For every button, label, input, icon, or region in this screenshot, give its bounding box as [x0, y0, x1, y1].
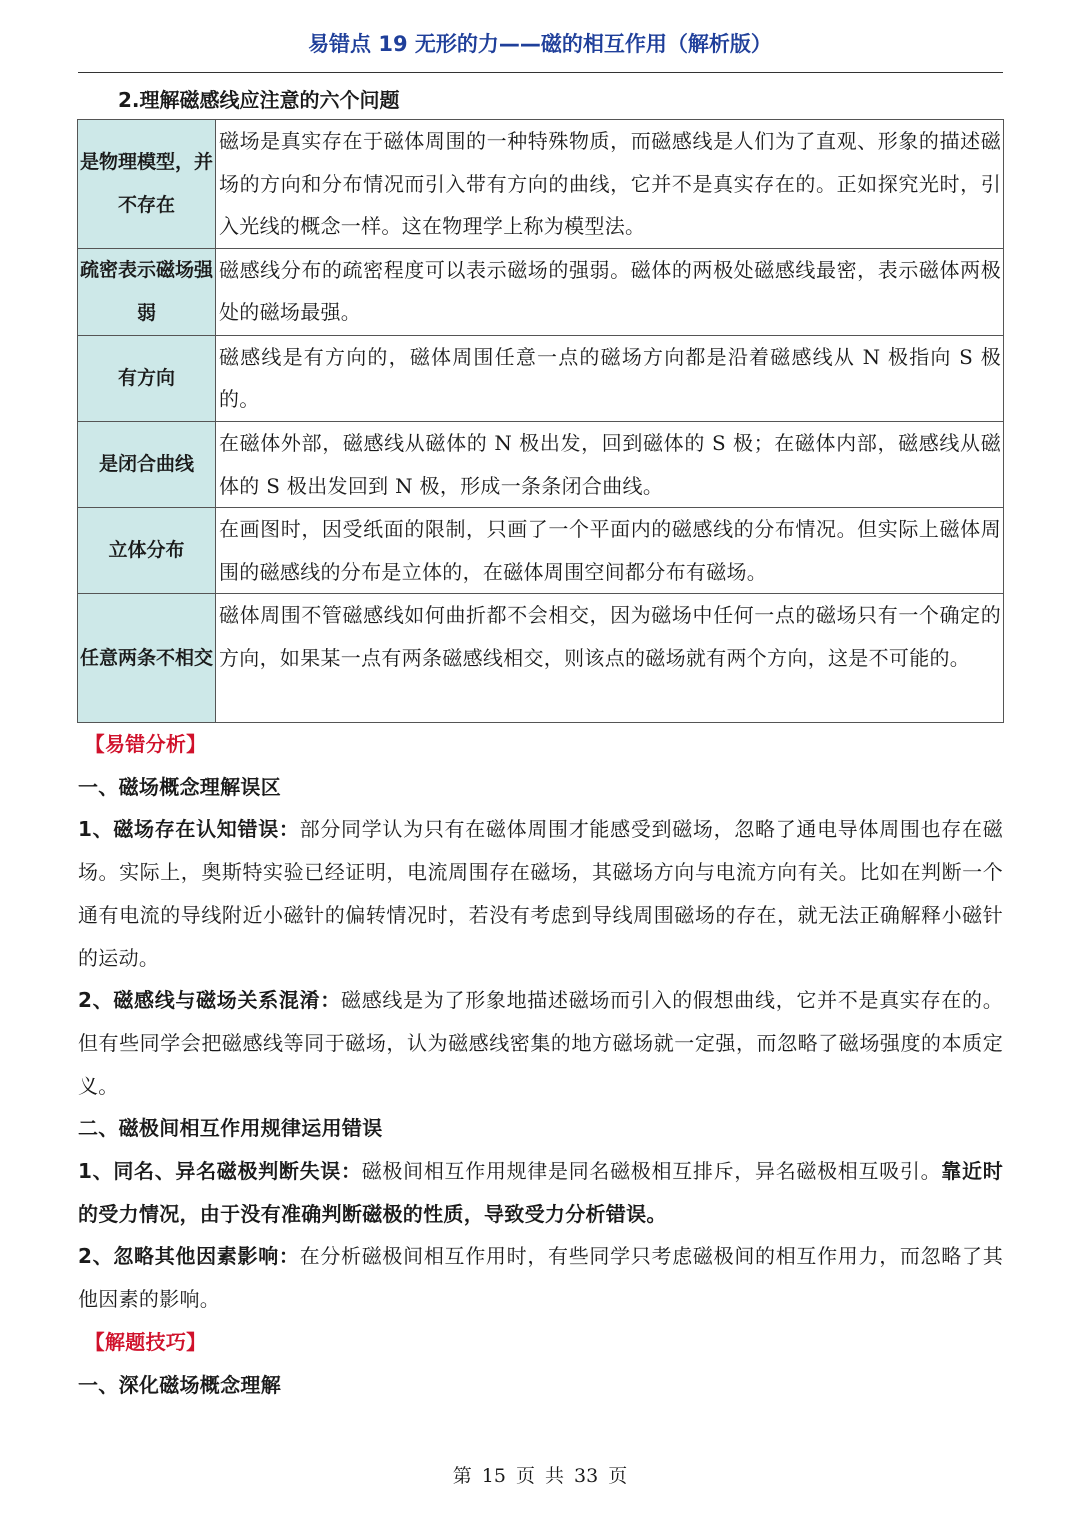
section-title: 2.理解磁感线应注意的六个问题 — [118, 88, 400, 112]
header-divider — [78, 72, 1003, 73]
table-row — [78, 248, 1004, 335]
table-row — [78, 594, 1004, 723]
item-lead: 1、磁场存在认知错误： — [78, 817, 300, 842]
page-header-title: 易错点 19 无形的力——磁的相互作用（解析版） — [308, 32, 772, 56]
table-row — [78, 508, 1004, 594]
row-key: 疏密表示磁场强弱 — [78, 248, 216, 335]
analysis-item-3 — [78, 1150, 1003, 1235]
row-key: 有方向 — [78, 335, 216, 421]
row-key: 是物理模型，并不存在 — [78, 120, 216, 249]
item-lead: 1、同名、异名磁极判断失误： — [78, 1159, 362, 1184]
analysis-item-4 — [78, 1235, 1003, 1320]
analysis-part2-heading: 二、磁极间相互作用规律运用错误 — [78, 1116, 383, 1141]
row-text: 在磁体外部，磁感线从磁体的 N 极出发，回到磁体的 S 极；在磁体内部，磁感线从磁体的 S 极出发回到 N 极，形成一条条闭合曲线。 — [216, 421, 1004, 507]
row-text: 在画图时，因受纸面的限制，只画了一个平面内的磁感线的分布情况。但实际上磁体周围的磁感线的分布是立体的，在磁体周围空间都分布有磁场。 — [216, 508, 1004, 594]
magnetic-field-lines-table — [77, 119, 1004, 723]
item-lead: 2、磁感线与磁场关系混淆： — [78, 988, 342, 1013]
table-row — [78, 120, 1004, 249]
item-text: 磁感线是为了形象地描述磁场而引入的假想曲线，它并不是真实存在的。但有些同学会把磁感线等同于磁场，认为磁感线密集的地方磁场就一定强，而忽略了磁场强度的本质定义。 — [78, 988, 1003, 1098]
analysis-body — [78, 723, 1003, 1406]
table-row — [78, 421, 1004, 507]
item-bold-text: 靠近时的受力情况，由于没有准确判断磁极的性质，导致受力分析错误。 — [78, 1159, 1003, 1226]
table-row — [78, 335, 1004, 421]
tips-part1-heading: 一、深化磁场概念理解 — [78, 1372, 281, 1397]
page-footer: 第 15 页 共 33 页 — [452, 1465, 628, 1487]
row-key: 立体分布 — [78, 508, 216, 594]
item-lead: 2、忽略其他因素影响： — [78, 1244, 300, 1269]
row-key: 任意两条不相交 — [78, 594, 216, 723]
row-text: 磁感线分布的疏密程度可以表示磁场的强弱。磁体的两极处磁感线最密，表示磁体两极处的磁场最强。 — [216, 248, 1004, 335]
row-text: 磁场是真实存在于磁体周围的一种特殊物质，而磁感线是人们为了直观、形象的描述磁场的方向和分布情况而引入带有方向的曲线，它并不是真实存在的。正如探究光时，引入光线的概念一样。这在物理学上称为模型法。 — [216, 120, 1004, 249]
analysis-part1-heading: 一、磁场概念理解误区 — [78, 774, 281, 799]
row-text: 磁感线是有方向的，磁体周围任意一点的磁场方向都是沿着磁感线从 N 极指向 S 极的。 — [216, 335, 1004, 421]
analysis-tag: 【易错分析】 — [84, 732, 207, 756]
tips-tag: 【解题技巧】 — [84, 1329, 207, 1354]
item-text: 在分析磁极间相互作用时，有些同学只考虑磁极间的相互作用力，而忽略了其他因素的影响。 — [78, 1244, 1004, 1312]
analysis-item-2 — [78, 979, 1003, 1107]
item-text: 磁极间相互作用规律是同名磁极相互排斥，异名磁极相互吸引。 — [361, 1159, 942, 1184]
analysis-item-1 — [78, 808, 1003, 979]
row-text: 磁体周围不管磁感线如何曲折都不会相交，因为磁场中任何一点的磁场只有一个确定的方向，如果某一点有两条磁感线相交，则该点的磁场就有两个方向，这是不可能的。 — [216, 594, 1004, 723]
row-key: 是闭合曲线 — [78, 421, 216, 507]
item-text: 部分同学认为只有在磁体周围才能感受到磁场，忽略了通电导体周围也存在磁场。实际上，奥斯特实验已经证明，电流周围存在磁场，其磁场方向与电流方向有关。比如在判断一个通有电流的导线附近小磁针的偏转情况时，若没有考虑到导线周围磁场的存在，就无法正确解释小磁针的运动。 — [78, 817, 1004, 970]
